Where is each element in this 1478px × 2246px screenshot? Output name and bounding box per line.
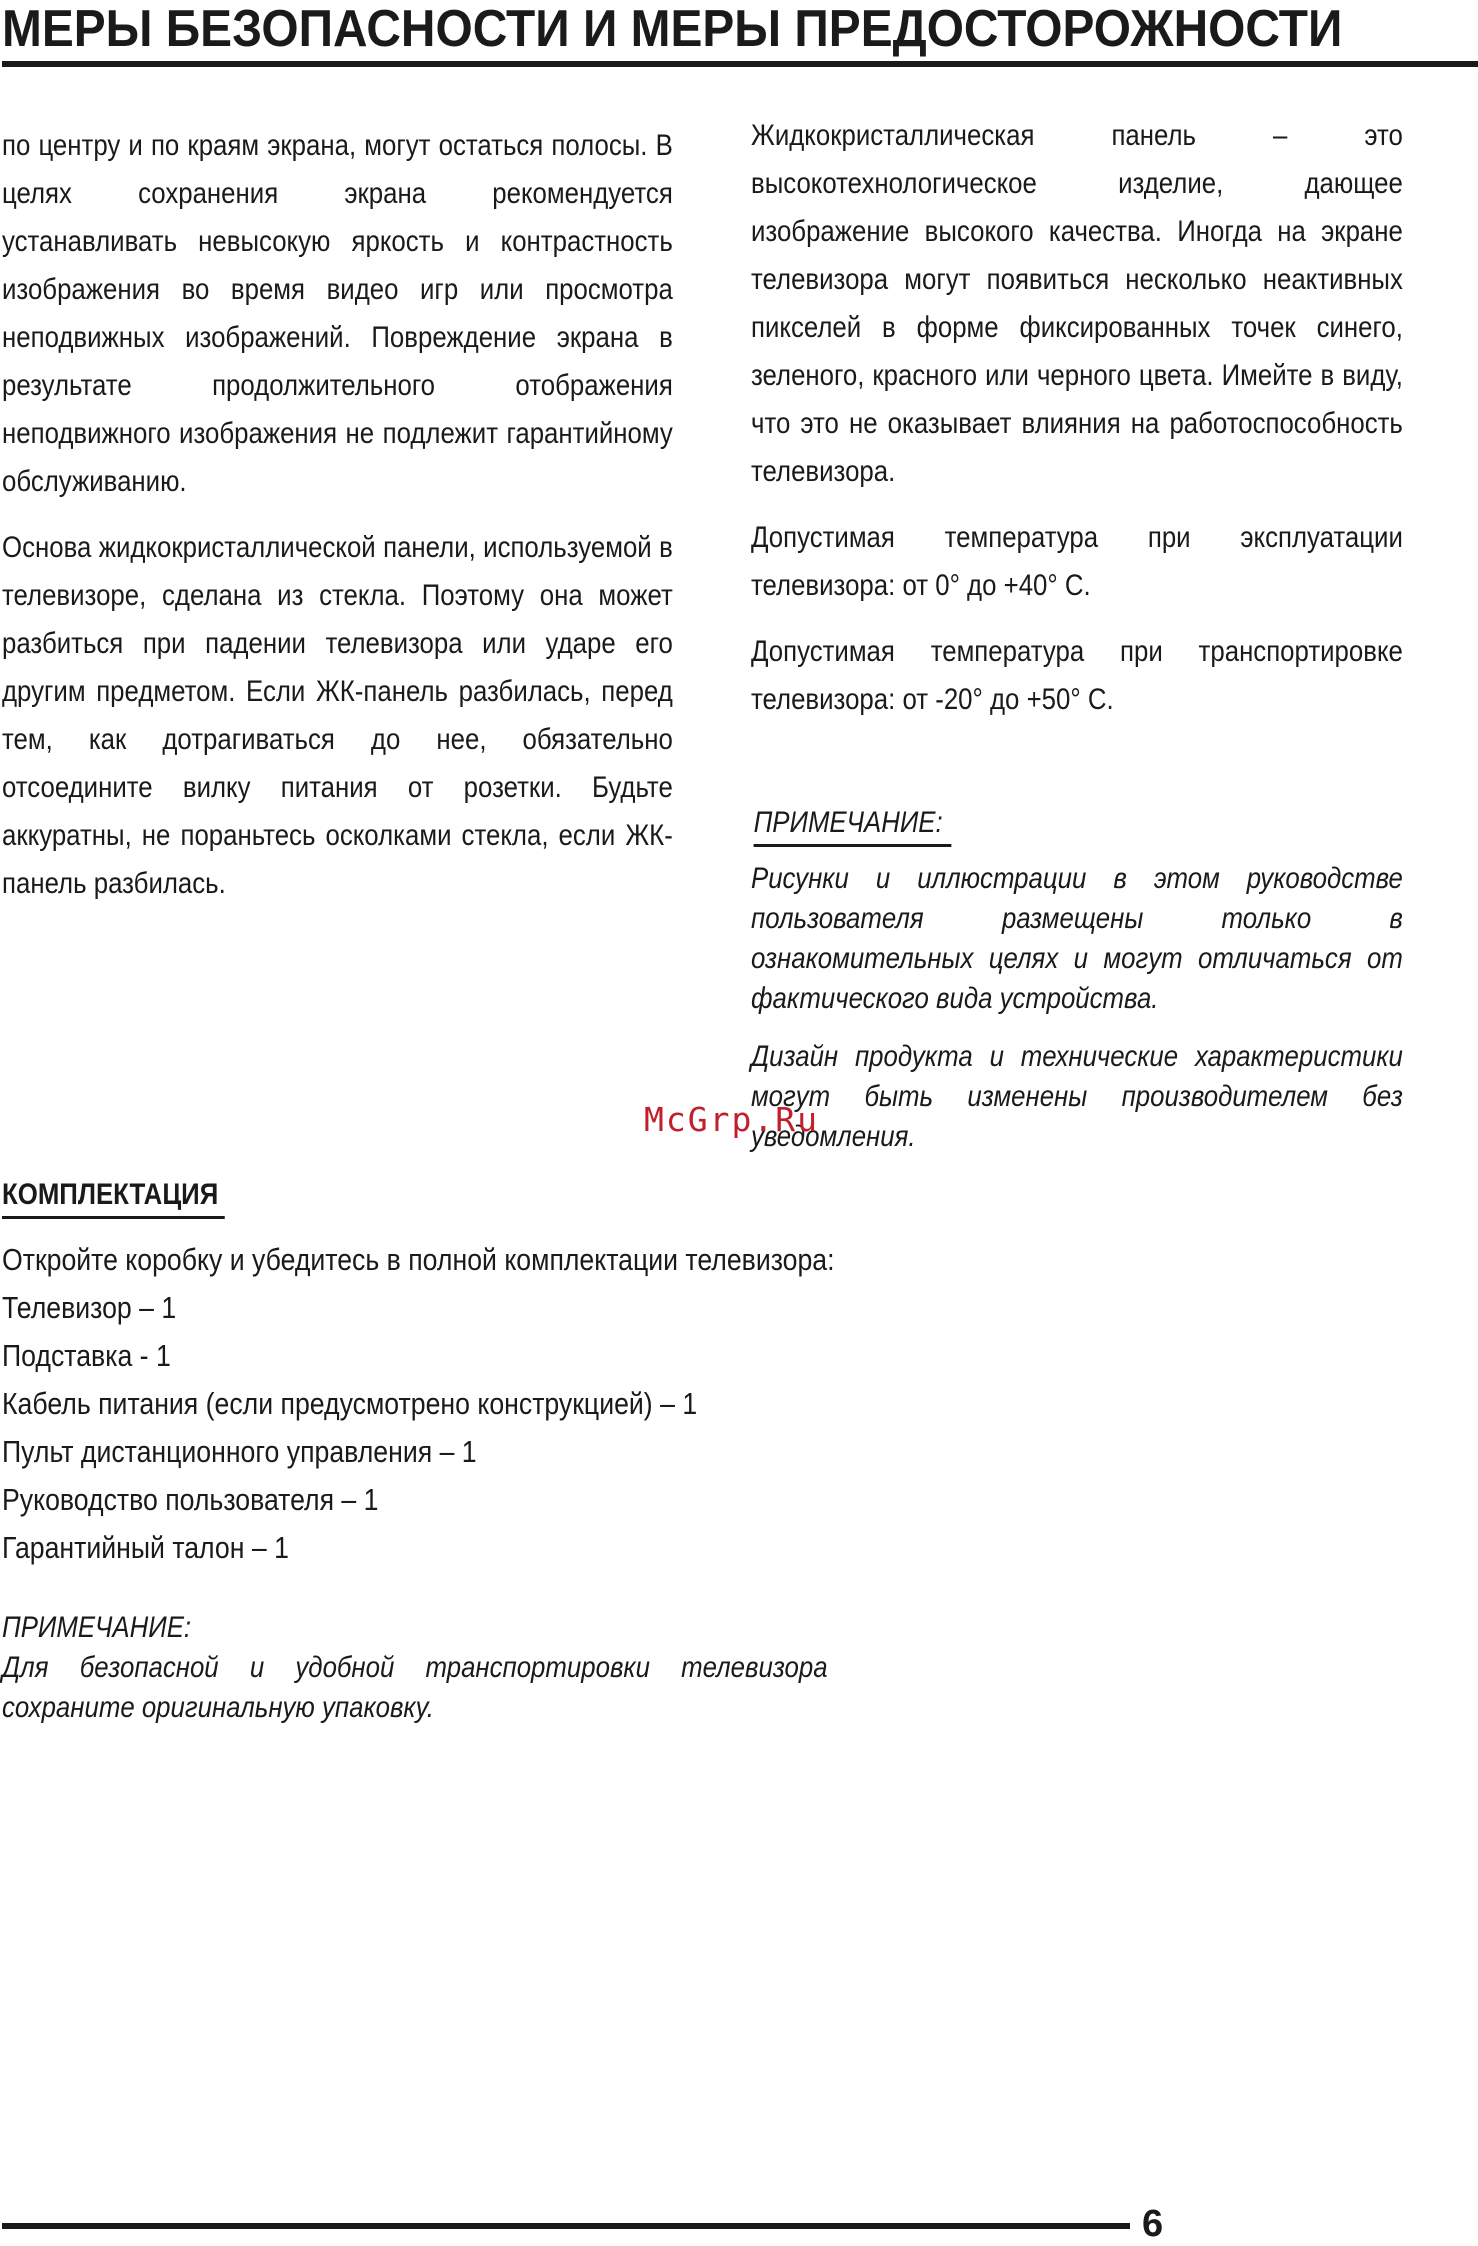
footer-divider	[2, 2223, 1130, 2229]
kit-note-text: Для безопасной и удобной транспортировки телевизора сохраните оригинальную упаковку.	[2, 1651, 828, 1724]
kit-list	[2, 1236, 862, 1572]
watermark: McGrp.Ru	[644, 1100, 819, 1139]
list-item: Подставка - 1	[2, 1338, 171, 1373]
list-item: Кабель питания (если предусмотрено конструкцией) – 1	[2, 1386, 698, 1421]
paragraph-operating-temperature: Допустимая температура при эксплуатации телевизора: от 0° до +40° C.	[751, 521, 1403, 602]
list-item: Гарантийный талон – 1	[2, 1530, 289, 1565]
list-item: Пульт дистанционного управления – 1	[2, 1434, 477, 1469]
note-heading: ПРИМЕЧАНИЕ:	[754, 802, 952, 847]
page-number: 6	[1142, 2203, 1164, 2245]
list-item: Телевизор – 1	[2, 1290, 177, 1325]
list-item: Руководство пользователя – 1	[2, 1482, 379, 1517]
note-design-changes: Дизайн продукта и технические характеристики могут быть изменены производителем без уведомления.	[751, 1040, 1403, 1153]
page-title: МЕРЫ БЕЗОПАСНОСТИ И МЕРЫ ПРЕДОСТОРОЖНОСТИ	[2, 0, 1343, 58]
kit-note-heading: ПРИМЕЧАНИЕ:	[2, 1611, 192, 1644]
right-column	[751, 112, 1403, 1175]
section-heading-kit: КОМПЛЕКТАЦИЯ	[2, 1174, 225, 1219]
left-column	[2, 122, 673, 926]
paragraph-glass-panel: Основа жидкокристаллической панели, используемой в телевизоре, сделана из стекла. Поэтому она может разбиться при падении телевизора или ударе его другим предметом. Если ЖК-панель разбилась, перед тем, как дотрагиваться до нее, обязательно отсоедините вилку питания от розетки. Будьте аккуратны, не пораньтесь осколками стекла, если ЖК-панель разбилась.	[2, 531, 673, 900]
paragraph-transport-temperature: Допустимая температура при транспортировке телевизора: от -20° до +50° C.	[751, 635, 1403, 716]
title-divider	[2, 61, 1478, 67]
note-illustrations: Рисунки и иллюстрации в этом руководстве пользователя размещены только в ознакомительных целях и могут отличаться от фактического вида устройства.	[751, 862, 1403, 1015]
paragraph-screen-burn: по центру и по краям экрана, могут остаться полосы. В целях сохранения экрана рекомендуется устанавливать невысокую яркость и контрастность изображения во время видео игр или просмотра неподвижных изображений. Повреждение экрана в результате продолжительного отображения неподвижного изображения не подлежит гарантийному обслуживанию.	[2, 129, 673, 498]
kit-intro: Откройте коробку и убедитесь в полной комплектации телевизора:	[2, 1242, 835, 1277]
paragraph-lcd-pixels: Жидкокристаллическая панель – это высокотехнологическое изделие, дающее изображение высокого качества. Иногда на экране телевизора могут появиться несколько неактивных пикселей в форме фиксированных точек синего, зеленого, красного или черного цвета. Имейте в виду, что это не оказывает влияния на работоспособность телевизора.	[751, 119, 1403, 488]
kit-note	[2, 1608, 828, 1728]
